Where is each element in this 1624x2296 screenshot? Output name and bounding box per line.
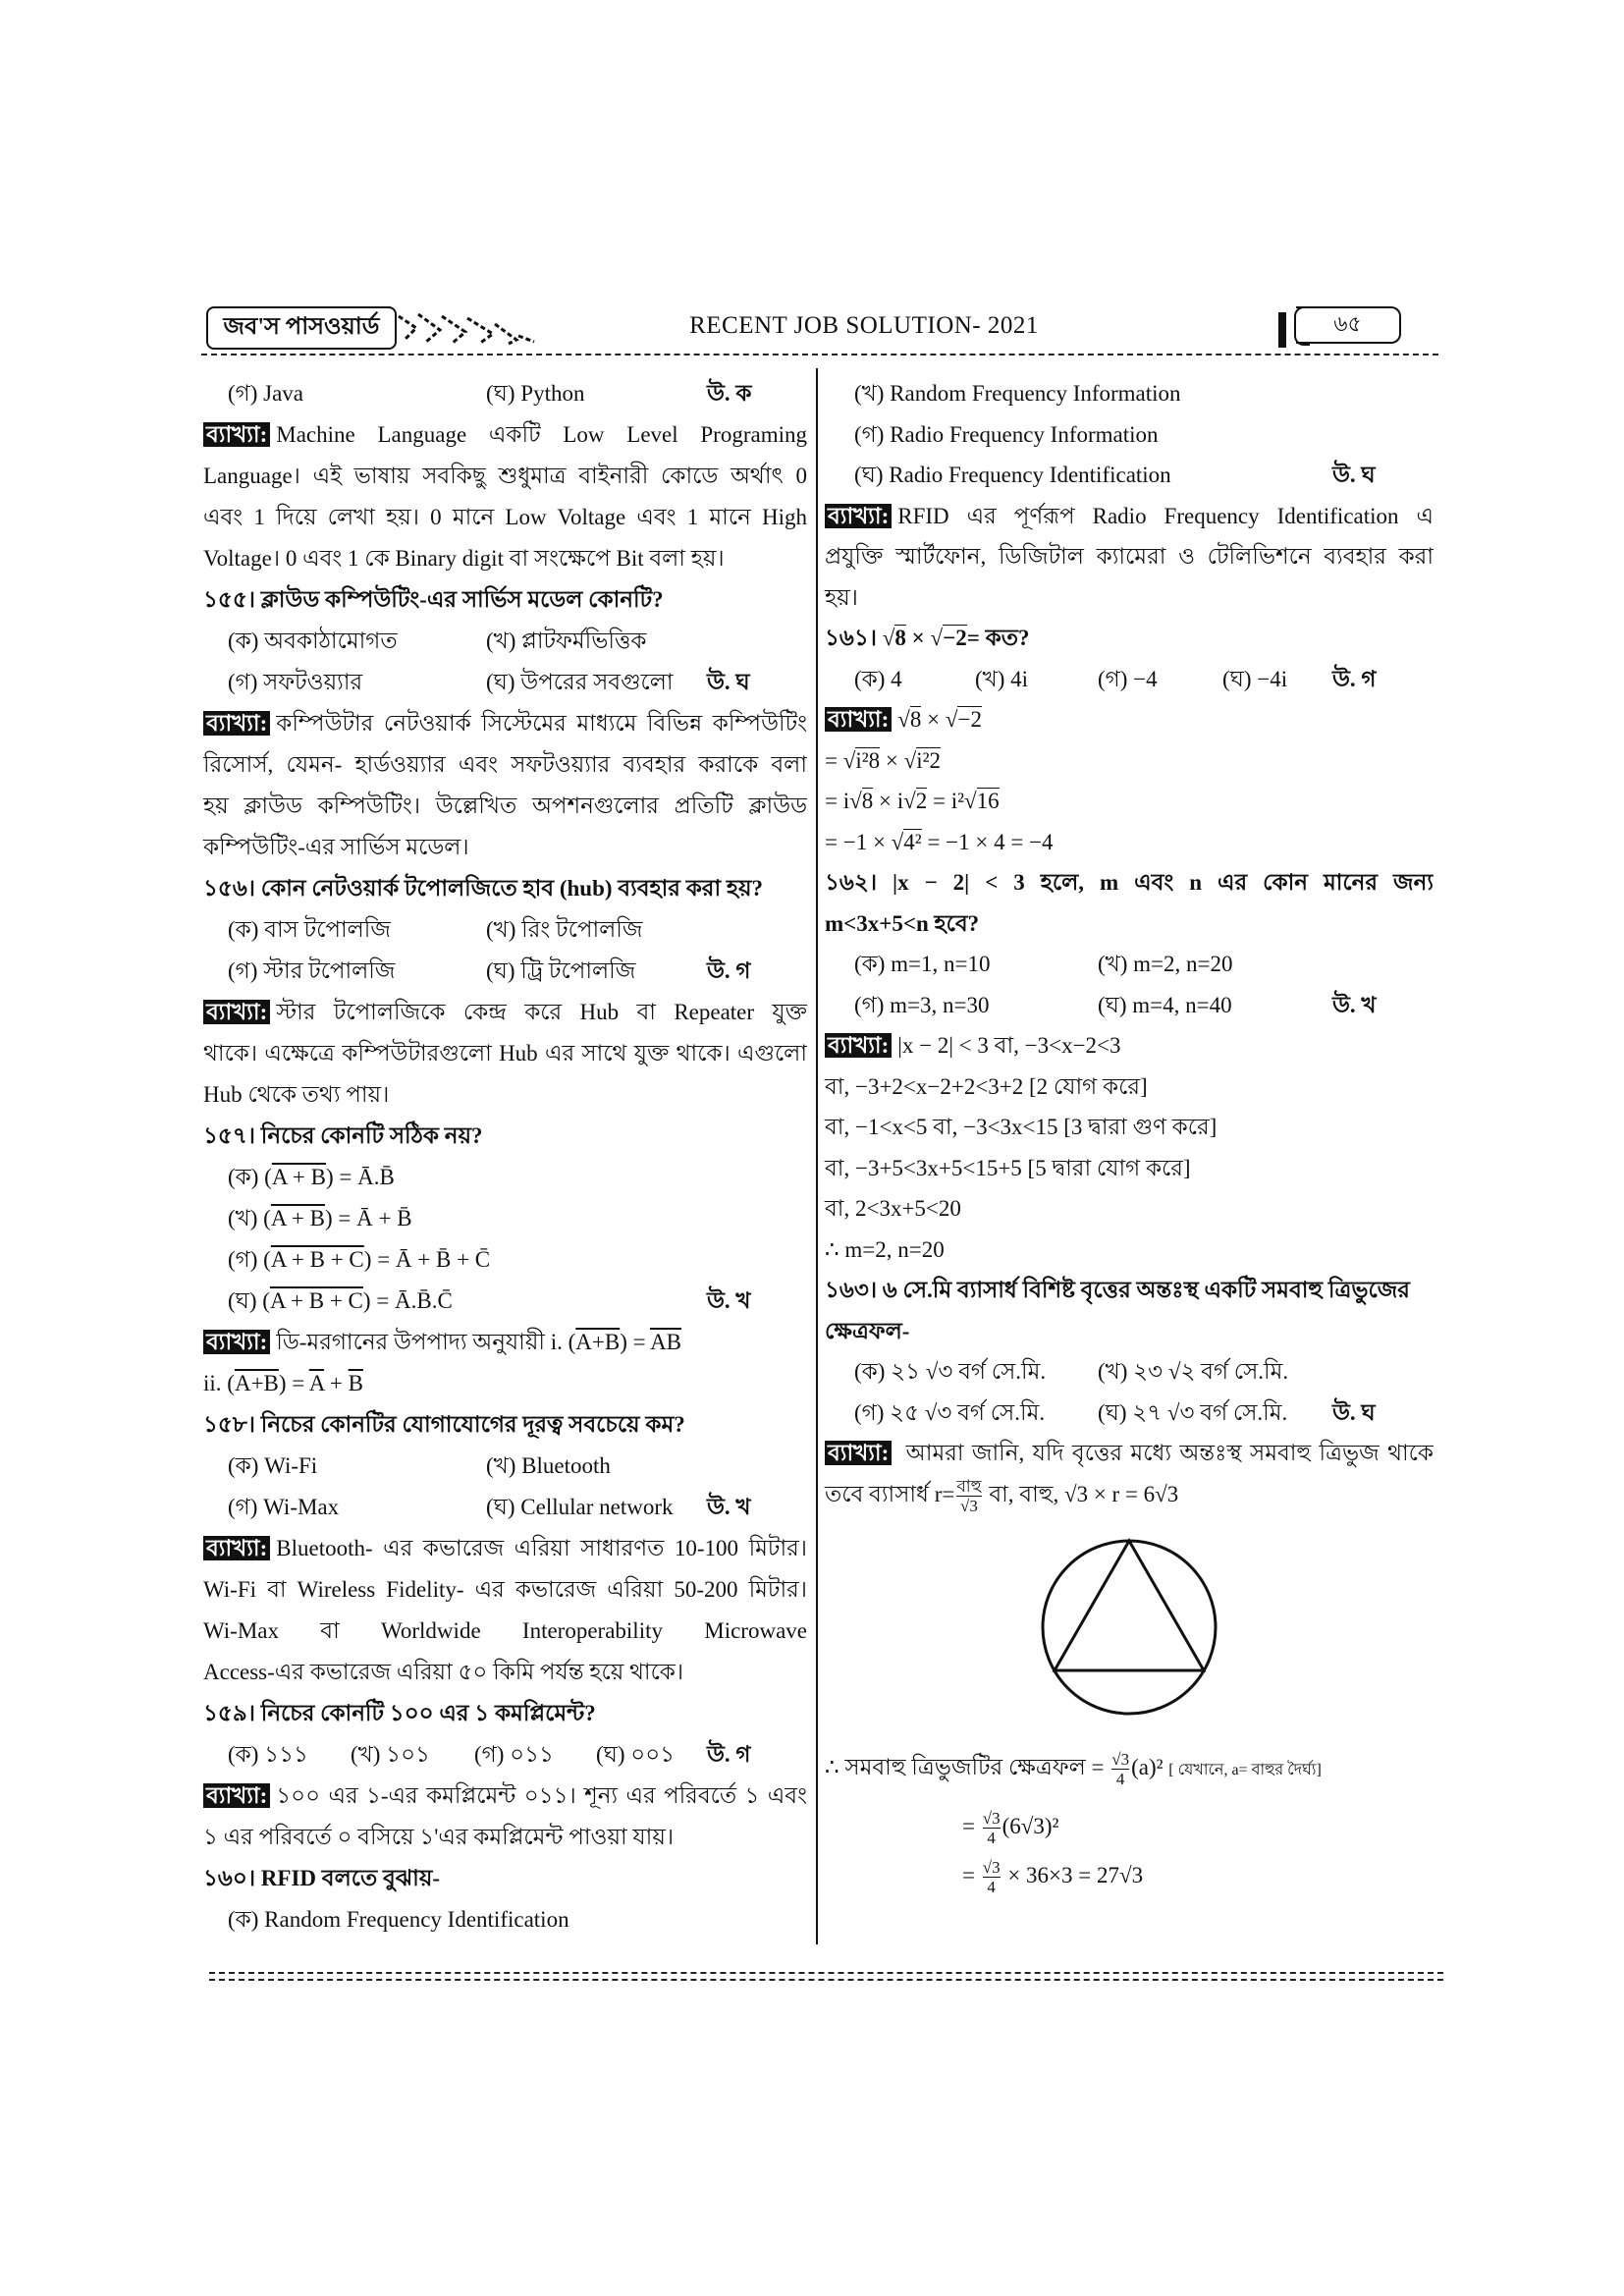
text-run: Language। এই ভাষায় সবকিছু শুধুমাত্র বাইনারী কোডে অর্থাৎ 0 bbox=[203, 464, 807, 488]
text-run: থাকে। এক্ষেত্রে কম্পিউটারগুলো Hub এর সাথে যুক্ত থাকে। এগুলো bbox=[203, 1041, 807, 1066]
explanation-line bbox=[203, 992, 807, 1033]
text-line bbox=[825, 1148, 1434, 1189]
text-line bbox=[825, 577, 1434, 619]
fraction bbox=[956, 1477, 981, 1515]
question-line bbox=[203, 1404, 807, 1446]
text-line bbox=[203, 786, 807, 827]
text-run: = −1 × √ bbox=[825, 829, 904, 854]
text-run: m<3x+5<n হবে? bbox=[825, 910, 980, 936]
overlined-expression: A+B bbox=[575, 1330, 621, 1354]
text-line bbox=[825, 536, 1434, 577]
text-line bbox=[825, 781, 1434, 822]
text-run: + bbox=[324, 1371, 349, 1395]
answer-option: (গ) সফটওয়্যার bbox=[228, 670, 363, 694]
answer-option: (গ) Wi-Max bbox=[228, 1495, 340, 1519]
text-run: Hub থেকে তথ্য পায়। bbox=[203, 1082, 390, 1107]
text-line bbox=[203, 1652, 807, 1693]
circle-triangle-figure bbox=[1036, 1534, 1222, 1721]
question-line bbox=[825, 1311, 1434, 1352]
text-line bbox=[203, 1569, 807, 1611]
answer-option: (ঘ) উপরের সবগুলো bbox=[486, 670, 674, 694]
correct-answer: উ. খ bbox=[1332, 992, 1377, 1017]
correct-answer: উ. ঘ bbox=[1332, 1399, 1376, 1425]
answer-option: (ক) বাস টপোলজি bbox=[228, 917, 391, 942]
radicand: 4² bbox=[903, 829, 922, 854]
text-line bbox=[203, 1033, 807, 1074]
overlined-expression: $\overline{AB}$ bbox=[650, 1330, 682, 1354]
answer-option: (ঘ) −4i bbox=[1222, 666, 1288, 691]
answer-option: (গ) ২৫ √৩ বর্গ সে.মি. bbox=[854, 1399, 1046, 1425]
text-run: × √ bbox=[905, 626, 944, 650]
radicand: 16 bbox=[976, 789, 1000, 813]
explanation-line bbox=[203, 1322, 807, 1363]
brand-box: জব'স পাসওয়ার্ড bbox=[206, 306, 397, 350]
text-run: রিসোর্স, যেমন- হার্ডওয়্যার এবং সফটওয়্যার ব্যবহার করাকে বলা bbox=[203, 752, 807, 777]
text-run: বা, −3+2<x−2+2<3+2 [2 যোগ করে] bbox=[825, 1073, 1148, 1099]
text-run: = −1 × 4 = −4 bbox=[921, 829, 1054, 854]
answer-option: (খ) m=2, n=20 bbox=[1098, 952, 1233, 976]
correct-answer: উ. গ bbox=[1332, 666, 1377, 691]
answer-option: (খ) ২৩ √২ বর্গ সে.মি. bbox=[1098, 1359, 1289, 1384]
explanation-line bbox=[825, 1433, 1434, 1474]
numerator: √3 bbox=[1111, 1750, 1130, 1770]
overlined-expression: $\overline{A}$ bbox=[308, 1371, 325, 1395]
explanation-line bbox=[203, 1528, 807, 1569]
text-run: ১৫৭। নিচের কোনটি সঠিক নয়? bbox=[203, 1123, 483, 1148]
options-row bbox=[825, 1351, 1434, 1393]
denominator: 4 bbox=[987, 1878, 996, 1897]
text-run: (ঘ) ( bbox=[228, 1288, 270, 1313]
correct-answer: উ. খ bbox=[707, 1288, 751, 1313]
option-line bbox=[825, 455, 1434, 496]
answer-option: (ক) m=1, n=10 bbox=[854, 952, 991, 976]
text-line bbox=[825, 1230, 1434, 1271]
radicand: 2 bbox=[915, 789, 928, 813]
question-line bbox=[825, 618, 1434, 659]
text-run: (ঘ) Radio Frequency Identification bbox=[854, 463, 1171, 487]
text-run: ১৬২। |x − 2| < 3 হলে, m এবং n এর কোন মানের জন্য bbox=[825, 870, 1434, 895]
text-line bbox=[203, 497, 807, 538]
answer-option: (খ) রিং টপোলজি bbox=[486, 917, 643, 942]
text-run: (খ) ( bbox=[228, 1206, 271, 1230]
text-run: ∴ সমবাহু ত্রিভুজটির ক্ষেত্রফল = bbox=[825, 1755, 1110, 1779]
footer-rule bbox=[209, 1979, 1443, 1981]
radicand: 8 bbox=[909, 707, 922, 732]
text-line bbox=[203, 827, 807, 868]
options-row bbox=[203, 1446, 807, 1487]
radicand: i²2 bbox=[916, 747, 942, 773]
radicand: i²8 bbox=[855, 747, 881, 773]
text-run: প্রযুক্তি স্মার্টফোন, ডিজিটাল ক্যামেরা ও টেলিভিশনে ব্যবহার করা bbox=[825, 544, 1434, 569]
explanation-label: ব্যাখ্যা: bbox=[203, 1000, 270, 1024]
answer-option: (ঘ) ২৭ √৩ বর্গ সে.মি. bbox=[1098, 1399, 1288, 1425]
text-run: বা, বাহু, √3 × r = 6√3 bbox=[983, 1481, 1179, 1506]
explanation-line bbox=[825, 699, 1434, 740]
text-run: ১৬৩। ৬ সে.মি ব্যাসার্ধ বিশিষ্ট বৃত্তের অন্তঃস্থ একটি সমবাহু ত্রিভুজের bbox=[825, 1278, 1410, 1302]
header-rule bbox=[201, 354, 1438, 355]
answer-option: (ক) ২১ √৩ বর্গ সে.মি. bbox=[854, 1359, 1047, 1384]
text-line bbox=[203, 538, 807, 579]
overlined-expression: $\overline{B}$ bbox=[348, 1371, 363, 1395]
text-run: ১৫৫। ক্লাউড কম্পিউটিং-এর সার্ভিস মডেল কোনটি? bbox=[203, 587, 664, 612]
text-run: (খ) Random Frequency Information bbox=[854, 381, 1181, 406]
answer-option: (খ) প্লাটফর্মভিত্তিক bbox=[486, 629, 647, 653]
text-run: ) = bbox=[278, 1371, 309, 1395]
decorative-pattern-icon bbox=[397, 310, 544, 346]
text-run: ১৬১। √ bbox=[825, 626, 895, 650]
numerator: √3 bbox=[982, 1858, 1001, 1878]
text-run: (ক) ( bbox=[228, 1165, 272, 1189]
explanation-line bbox=[203, 414, 807, 456]
fraction bbox=[1111, 1750, 1129, 1788]
correct-answer: উ. ক bbox=[707, 381, 752, 406]
text-run: (ক) Random Frequency Identification bbox=[228, 1907, 569, 1932]
text-run: ∴ m=2, n=20 bbox=[825, 1236, 945, 1262]
fraction bbox=[983, 1809, 1001, 1847]
options-row bbox=[203, 373, 807, 414]
text-run: ১৬০। RFID বলতে বুঝায়- bbox=[203, 1866, 441, 1890]
radicand: 8 bbox=[894, 626, 906, 650]
explanation-label: ব্যাখ্যা: bbox=[203, 422, 270, 447]
text-run: RFID এর পূর্ণরূপ Radio Frequency Identification এ bbox=[897, 503, 1434, 528]
text-line bbox=[825, 740, 1434, 782]
answer-option: (ঘ) ০০১ bbox=[596, 1742, 676, 1767]
text-run: ১০০ এর ১-এর কমপ্লিমেন্ট ০১১। শূন্য এর পরিবর্তে ১ এবং bbox=[276, 1783, 807, 1808]
options-row bbox=[203, 621, 807, 662]
text-run: হয়। bbox=[825, 584, 858, 610]
text-run: ) = Ā.B̄ bbox=[325, 1165, 395, 1189]
text-run: ) = Ā.B̄.C̄ bbox=[362, 1288, 453, 1313]
explanation-label: ব্যাখ্যা: bbox=[203, 1330, 270, 1354]
answer-option: (খ) 4i bbox=[975, 666, 1029, 691]
text-run: এবং 1 দিয়ে লেখা হয়। 0 মানে Low Voltage এবং 1 মানে High bbox=[203, 505, 807, 529]
text-run: ) = bbox=[620, 1330, 651, 1354]
text-line bbox=[825, 1733, 1434, 1802]
option-line bbox=[203, 1198, 807, 1239]
denominator: √3 bbox=[960, 1496, 978, 1515]
denominator: 4 bbox=[987, 1829, 996, 1848]
radicand: −2 bbox=[957, 707, 982, 732]
text-run: ১৫৬। কোন নেটওয়ার্ক টপোলজিতে হাব (hub) ব্যবহার করা হয়? bbox=[203, 876, 763, 901]
text-line bbox=[825, 1066, 1434, 1108]
page-number: ৬৫ bbox=[1296, 306, 1401, 344]
explanation-label: ব্যাখ্যা: bbox=[825, 1441, 892, 1465]
denominator: 4 bbox=[1115, 1770, 1125, 1789]
options-row bbox=[203, 1487, 807, 1528]
answer-option: (গ) Java bbox=[228, 381, 304, 406]
radicand: 8 bbox=[861, 789, 874, 813]
option-line bbox=[203, 1281, 807, 1322]
options-row bbox=[825, 1393, 1434, 1434]
options-row bbox=[203, 909, 807, 951]
text-run: (গ) ( bbox=[228, 1247, 271, 1272]
text-run: = √ bbox=[825, 747, 856, 773]
option-line bbox=[203, 1157, 807, 1198]
text-run: কম্পিউটার নেটওয়ার্ক সিস্টেমের মাধ্যমে বিভিন্ন কম্পিউটিং bbox=[276, 711, 807, 736]
correct-answer: উ. গ bbox=[707, 958, 751, 983]
text-run: = কত? bbox=[966, 626, 1030, 650]
text-line bbox=[825, 1802, 1434, 1851]
answer-option: (ক) 4 bbox=[854, 666, 902, 691]
question-line bbox=[825, 1270, 1434, 1311]
text-line bbox=[203, 744, 807, 786]
question-line bbox=[825, 903, 1434, 945]
column-divider bbox=[816, 368, 818, 1944]
radicand: −2 bbox=[943, 626, 967, 650]
text-run: Voltage। 0 এবং 1 কে Binary digit বা সংক্ষেপে Bit বলা হয়। bbox=[203, 546, 725, 571]
question-line bbox=[203, 1858, 807, 1899]
text-run: Wi-Fi বা Wireless Fidelity- এর কভারেজ এরিয়া 50-200 মিটার। bbox=[203, 1577, 807, 1602]
explanation-label: ব্যাখ্যা: bbox=[825, 707, 892, 732]
answer-option: (ক) ১১১ bbox=[228, 1742, 308, 1767]
correct-answer: উ. খ bbox=[707, 1495, 751, 1519]
text-run: ক্ষেত্রফল- bbox=[825, 1318, 910, 1343]
explanation-label: ব্যাখ্যা: bbox=[825, 504, 892, 528]
explanation-label: ব্যাখ্যা: bbox=[203, 1783, 270, 1808]
text-run: (a)² bbox=[1131, 1755, 1169, 1779]
option-line bbox=[203, 1239, 807, 1281]
text-line bbox=[825, 1107, 1434, 1148]
answer-option: (গ) ০১১ bbox=[474, 1742, 554, 1767]
text-run: বা, 2<3x+5<20 bbox=[825, 1196, 961, 1221]
text-run: বা, −1<x<5 বা, −3<3x<15 [3 দ্বারা গুণ করে] bbox=[825, 1115, 1218, 1139]
option-line bbox=[203, 1899, 807, 1941]
explanation-label: ব্যাখ্যা: bbox=[825, 1033, 892, 1058]
answer-option: (ক) অবকাঠামোগত bbox=[228, 629, 398, 653]
option-line bbox=[825, 373, 1434, 414]
text-run: ডি-মরগানের উপপাদ্য অনুযায়ী i. ( bbox=[276, 1330, 576, 1354]
text-line bbox=[203, 1817, 807, 1858]
text-run: Wi-Max বা Worldwide Interoperability Microwave bbox=[203, 1618, 807, 1643]
text-line bbox=[825, 1851, 1434, 1900]
text-run: × 36×3 = 27√3 bbox=[1001, 1863, 1144, 1887]
text-run: ১ এর পরিবর্তে ০ বসিয়ে ১'এর কমপ্লিমেন্ট পাওয়া যায়। bbox=[203, 1825, 675, 1849]
explanation-label: ব্যাখ্যা: bbox=[203, 1536, 270, 1560]
footer-rule bbox=[209, 1972, 1443, 1974]
text-line bbox=[203, 1074, 807, 1116]
text-line bbox=[825, 822, 1434, 863]
correct-answer: উ. ঘ bbox=[1332, 463, 1376, 487]
explanation-label: ব্যাখ্যা: bbox=[203, 711, 270, 736]
question-line bbox=[203, 1116, 807, 1157]
left-column bbox=[203, 373, 807, 1941]
text-run: বা, −3+5<3x+5<15+5 [5 দ্বারা যোগ করে] bbox=[825, 1155, 1191, 1180]
answer-option: (খ) Bluetooth bbox=[486, 1453, 611, 1478]
overlined-expression: A + B bbox=[271, 1165, 326, 1189]
text-run: × √ bbox=[880, 747, 917, 773]
overlined-expression: A+B bbox=[234, 1371, 279, 1395]
answer-option: (গ) m=3, n=30 bbox=[854, 992, 990, 1017]
numerator: √3 bbox=[982, 1809, 1001, 1829]
options-row bbox=[203, 662, 807, 703]
options-row bbox=[825, 659, 1434, 700]
answer-option: (গ) স্টার টপোলজি bbox=[228, 958, 396, 983]
text-run: = i√ bbox=[825, 789, 862, 813]
options-row bbox=[825, 985, 1434, 1026]
answer-option: (ক) Wi-Fi bbox=[228, 1453, 318, 1478]
explanation-line bbox=[825, 496, 1434, 537]
text-run: Access-এর কভারেজ এরিয়া ৫০ কিমি পর্যন্ত হয়ে থাকে। bbox=[203, 1660, 684, 1684]
explanation-line bbox=[203, 1776, 807, 1817]
answer-option: (ঘ) Cellular network bbox=[486, 1495, 674, 1519]
option-line bbox=[825, 414, 1434, 456]
numerator: বাহু bbox=[956, 1476, 982, 1496]
text-run: × √ bbox=[921, 707, 958, 732]
text-run: ii. ( bbox=[203, 1371, 235, 1395]
overlined-expression: A + B bbox=[270, 1206, 325, 1230]
overlined-expression: A + B + C bbox=[269, 1288, 363, 1313]
text-run: তবে ব্যাসার্ধ r= bbox=[825, 1481, 955, 1506]
explanation-line bbox=[203, 703, 807, 744]
answer-option: (গ) −4 bbox=[1098, 666, 1158, 691]
text-run: = bbox=[962, 1814, 981, 1838]
question-line bbox=[203, 868, 807, 909]
explanation-line bbox=[825, 1025, 1434, 1066]
right-column bbox=[825, 373, 1434, 1514]
answer-option: (ঘ) m=4, n=40 bbox=[1098, 992, 1232, 1017]
answer-option: (খ) ১০১ bbox=[351, 1742, 430, 1767]
text-line bbox=[203, 1363, 807, 1404]
text-run: ) = Ā + B̄ + C̄ bbox=[363, 1247, 491, 1272]
answer-option: (ঘ) ট্রি টপোলজি bbox=[486, 958, 636, 983]
answer-option: (ঘ) Python bbox=[486, 381, 585, 406]
text-run: √ bbox=[897, 707, 910, 732]
text-run: |x − 2| < 3 বা, −3<x−2<3 bbox=[897, 1033, 1121, 1058]
running-title: RECENT JOB SOLUTION- 2021 bbox=[689, 312, 1039, 339]
options-row bbox=[203, 1734, 807, 1776]
text-run: Machine Language একটি Low Level Programing bbox=[276, 422, 807, 447]
text-line bbox=[825, 1188, 1434, 1230]
text-run: = i²√ bbox=[927, 789, 977, 813]
question-line bbox=[203, 1693, 807, 1734]
options-row bbox=[825, 944, 1434, 985]
text-run: কম্পিউটিং-এর সার্ভিস মডেল। bbox=[203, 835, 469, 859]
text-line bbox=[203, 1611, 807, 1652]
correct-answer: উ. গ bbox=[707, 1742, 751, 1767]
correct-answer: উ. ঘ bbox=[707, 670, 750, 694]
text-run: স্টার টপোলজিকে কেন্দ্র করে Hub বা Repeater যুক্ত bbox=[276, 1000, 807, 1024]
text-run: = bbox=[962, 1863, 981, 1887]
question-line bbox=[825, 862, 1434, 903]
text-run: (6√3)² bbox=[1001, 1814, 1059, 1838]
text-run: Bluetooth- এর কভারেজ এরিয়া সাধারণত 10-100 মিটার। bbox=[276, 1536, 807, 1560]
question-line bbox=[203, 579, 807, 621]
options-row bbox=[203, 951, 807, 992]
area-derivation bbox=[825, 1733, 1434, 1900]
text-run: (গ) Radio Frequency Information bbox=[854, 421, 1159, 447]
text-line bbox=[203, 456, 807, 497]
text-run: ১৫৮। নিচের কোনটির যোগাযোগের দূরত্ব সবচেয়ে কম? bbox=[203, 1412, 685, 1437]
text-run: ১৫৯। নিচের কোনটি ১০০ এর ১ কমপ্লিমেন্ট? bbox=[203, 1701, 596, 1725]
fraction bbox=[983, 1858, 1001, 1896]
text-run: আমরা জানি, যদি বৃত্তের মধ্যে অন্তঃস্থ সমবাহু ত্রিভুজ থাকে bbox=[897, 1441, 1434, 1465]
note-text: [ যেখানে, a= বাহুর দৈর্ঘ্য] bbox=[1168, 1762, 1322, 1778]
text-run: × i√ bbox=[873, 789, 916, 813]
text-run: হয় ক্লাউড কম্পিউটিং। উল্লেখিত অপশনগুলোর প্রতিটি ক্লাউড bbox=[203, 793, 807, 818]
header-bar bbox=[1278, 312, 1286, 348]
text-run: ) = Ā + B̄ bbox=[325, 1206, 412, 1230]
text-line bbox=[825, 1474, 1434, 1515]
overlined-expression: A + B + C bbox=[270, 1247, 364, 1272]
